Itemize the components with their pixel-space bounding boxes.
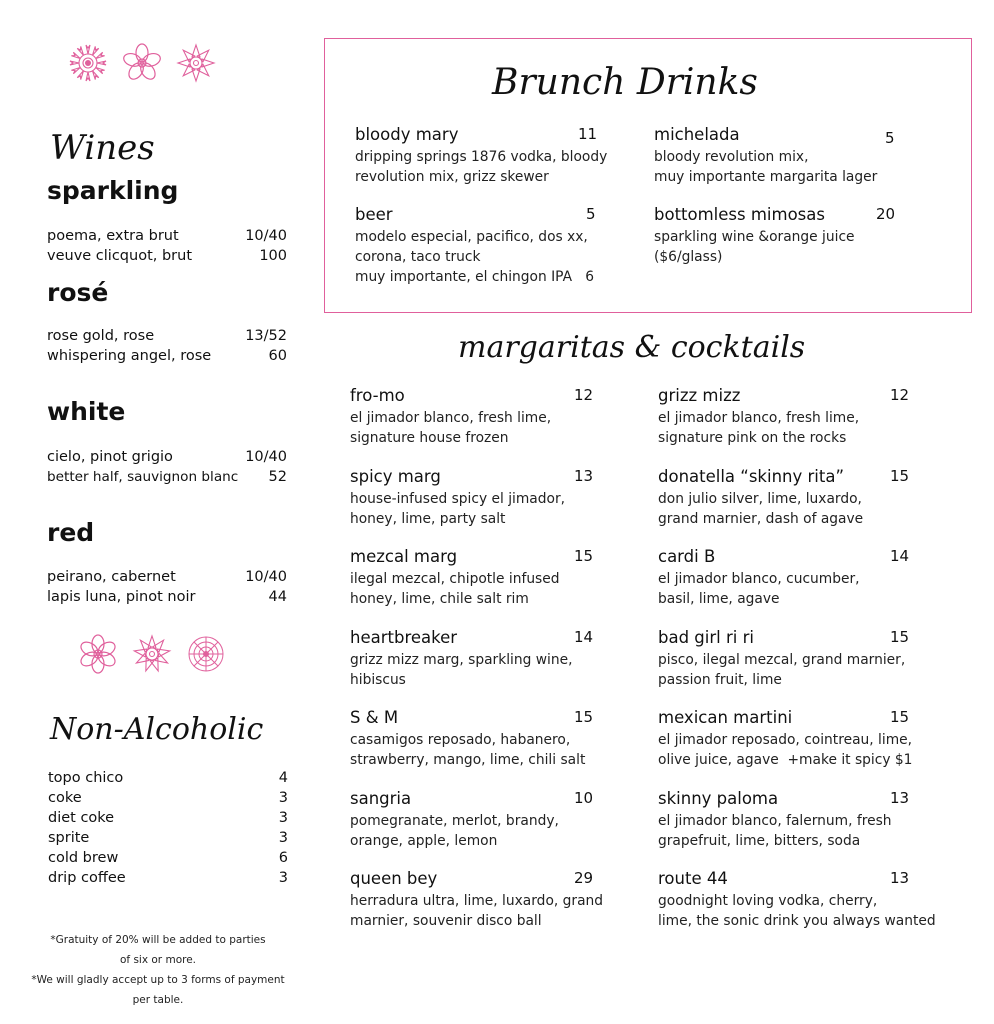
desc-line: lime, the sonic drink you always wanted	[658, 913, 936, 929]
item-name: whispering angel, rose	[47, 348, 212, 364]
red-heading: red	[47, 518, 95, 547]
menu-item	[350, 467, 640, 531]
white-heading: white	[47, 397, 126, 426]
item-description	[658, 811, 892, 851]
item-price: 13	[574, 466, 594, 485]
menu-row	[47, 346, 287, 366]
desc-line: olive juice, agave +make it spicy $1	[658, 752, 913, 768]
desc-line: corona, taco truck	[355, 249, 481, 265]
desc-line: don julio silver, lime, luxardo,	[658, 490, 862, 507]
menu-row	[48, 828, 288, 848]
desc-line: modelo especial, pacifico, dos xx,	[355, 229, 588, 245]
item-description	[658, 650, 905, 690]
item-name: lapis luna, pinot noir	[47, 589, 196, 605]
item-price: 6	[278, 850, 288, 866]
non-alcoholic-title: Non-Alcoholic	[50, 712, 264, 747]
item-description	[658, 489, 863, 529]
menu-row	[47, 587, 287, 607]
menu-item-beer	[355, 205, 600, 289]
item-name: poema, extra brut	[47, 228, 179, 244]
menu-item	[658, 386, 948, 450]
desc-line: grand marnier, dash of agave	[658, 510, 864, 527]
note-line: *We will gladly accept up to 3 forms of payment	[31, 974, 285, 986]
menu-item-michelada	[654, 125, 894, 189]
flower-icon	[176, 43, 216, 83]
menu-row	[47, 567, 287, 587]
item-price: 4	[278, 770, 288, 786]
item-price: 52	[268, 469, 287, 485]
menu-row	[48, 848, 288, 868]
item-name: drip coffee	[48, 870, 126, 886]
flower-icon	[186, 634, 226, 674]
desc-line: pomegranate, merlot, brandy,	[350, 812, 559, 829]
menu-item	[658, 628, 948, 692]
desc-line: muy importante, el chingon IPA 6	[355, 269, 594, 285]
desc-line: grapefruit, lime, bitters, soda	[658, 832, 861, 849]
item-price: 13	[890, 869, 910, 887]
gratuity-note	[18, 930, 298, 1010]
desc-line: el jimador blanco, falernum, fresh	[658, 812, 892, 829]
item-name: diet coke	[48, 810, 115, 826]
flower-icon	[122, 43, 162, 83]
desc-line: el jimador blanco, cucumber,	[658, 571, 860, 587]
non-alcoholic-list	[48, 768, 288, 890]
menu-row	[47, 467, 287, 487]
menu-item	[658, 789, 948, 853]
desc-line: house-infused spicy el jimador,	[350, 490, 566, 507]
menu-item-bloody-mary	[355, 125, 608, 189]
desc-line: casamigos reposado, habanero,	[350, 732, 571, 748]
item-name: veuve clicquot, brut	[47, 248, 193, 264]
desc-line: goodnight loving vodka, cherry,	[658, 893, 878, 909]
menu-row	[48, 808, 288, 828]
desc-line: pisco, ilegal mezcal, grand marnier,	[658, 651, 906, 668]
white-list	[47, 447, 287, 489]
item-name: bloody mary	[355, 125, 459, 144]
menu-row	[47, 447, 287, 467]
item-description	[350, 489, 565, 529]
item-name: sprite	[48, 830, 90, 846]
item-description	[654, 147, 877, 187]
item-price: 11	[578, 125, 598, 143]
desc-line: sparkling wine &orange juice	[654, 229, 855, 245]
item-price: 13	[890, 788, 910, 807]
note-line: per table.	[132, 994, 184, 1006]
item-description	[658, 891, 936, 931]
desc-line: bloody revolution mix,	[654, 149, 809, 165]
item-name: michelada	[654, 125, 740, 144]
desc-line: herradura ultra, lime, luxardo, grand	[350, 893, 604, 909]
item-price: 20	[876, 205, 896, 223]
menu-item	[658, 467, 948, 531]
menu-item-bottomless-mimosas	[654, 205, 899, 269]
item-price: 3	[278, 830, 288, 846]
item-price: 3	[278, 810, 288, 826]
menu-row	[48, 868, 288, 888]
item-price: 15	[890, 466, 910, 485]
item-description	[350, 408, 551, 448]
item-description	[350, 569, 560, 609]
menu-row	[47, 226, 287, 246]
item-name: bottomless mimosas	[654, 205, 825, 224]
desc-line: signature pink on the rocks	[658, 430, 847, 446]
item-name: mexican martini	[658, 708, 793, 727]
item-price: 12	[574, 386, 594, 404]
item-price: 14	[890, 547, 910, 565]
item-price: 44	[268, 589, 287, 605]
item-description	[350, 650, 572, 690]
menu-row	[47, 246, 287, 266]
menu-item	[350, 789, 640, 853]
item-name: topo chico	[48, 770, 124, 786]
item-price: 14	[574, 627, 594, 646]
item-description	[355, 147, 607, 187]
item-price: 15	[574, 708, 594, 726]
item-name: cardi B	[658, 547, 716, 566]
item-description	[658, 569, 860, 609]
desc-line: dripping springs 1876 vodka, bloody	[355, 149, 608, 165]
sparkling-list	[47, 226, 287, 268]
note-line: *Gratuity of 20% will be added to parties	[50, 934, 266, 946]
item-price: 10/40	[245, 228, 287, 244]
menu-item	[658, 547, 948, 611]
item-name: spicy marg	[350, 466, 441, 486]
item-price: 10/40	[245, 569, 287, 585]
item-name: queen bey	[350, 869, 438, 888]
cocktails-title: margaritas & cocktails	[458, 330, 806, 365]
desc-line: grizz mizz marg, sparkling wine,	[350, 651, 573, 668]
rose-list	[47, 326, 287, 368]
brunch-title: Brunch Drinks	[492, 62, 758, 103]
flower-icon	[78, 634, 118, 674]
item-name: S & M	[350, 708, 399, 727]
item-name: route 44	[658, 869, 728, 888]
desc-line: orange, apple, lemon	[350, 832, 498, 849]
menu-row	[48, 788, 288, 808]
desc-line: signature house frozen	[350, 430, 509, 446]
item-name: mezcal marg	[350, 547, 458, 566]
item-price: 13/52	[245, 328, 287, 344]
desc-line: el jimador blanco, fresh lime,	[350, 410, 552, 426]
item-price: 15	[574, 547, 594, 565]
desc-line: hibiscus	[350, 671, 406, 688]
item-name: beer	[355, 205, 393, 224]
item-name: rose gold, rose	[47, 328, 155, 344]
item-price: 10	[574, 788, 594, 807]
desc-line: honey, lime, party salt	[350, 510, 506, 527]
item-description	[355, 227, 594, 287]
desc-line: el jimador blanco, fresh lime,	[658, 410, 860, 426]
menu-item	[350, 547, 640, 611]
desc-line: strawberry, mango, lime, chili salt	[350, 752, 586, 768]
item-name: coke	[48, 790, 82, 806]
menu-item	[350, 869, 640, 933]
desc-line: revolution mix, grizz skewer	[355, 169, 549, 185]
note-line: of six or more.	[119, 954, 196, 966]
menu-item	[350, 708, 640, 772]
item-price: 10/40	[245, 449, 287, 465]
sparkling-heading: sparkling	[47, 176, 179, 205]
menu-item	[658, 708, 948, 772]
item-price: 12	[890, 386, 910, 404]
desc-line: honey, lime, chile salt rim	[350, 591, 529, 607]
menu-row	[47, 326, 287, 346]
item-name: cold brew	[48, 850, 119, 866]
item-description	[654, 227, 855, 267]
item-price: 15	[890, 708, 910, 726]
item-description	[350, 730, 585, 770]
item-name: peirano, cabernet	[47, 569, 176, 585]
item-name: heartbreaker	[350, 627, 458, 647]
item-description	[658, 730, 912, 770]
menu-item	[658, 869, 948, 933]
menu-row	[48, 768, 288, 788]
item-name: donatella “skinny rita”	[658, 466, 844, 486]
item-price: 29	[574, 869, 594, 887]
flower-icon	[68, 43, 108, 83]
desc-line: marnier, souvenir disco ball	[350, 913, 542, 929]
desc-line: ($6/glass)	[654, 249, 723, 265]
desc-line: el jimador reposado, cointreau, lime,	[658, 732, 913, 748]
desc-line: muy importante margarita lager	[654, 169, 878, 185]
item-price: 60	[268, 348, 287, 364]
item-name: cielo, pinot grigio	[47, 449, 173, 465]
desc-line: passion fruit, lime	[658, 671, 782, 688]
item-price: 100	[259, 248, 287, 264]
item-price: 5	[586, 205, 596, 223]
menu-item	[350, 386, 640, 450]
item-name: better half, sauvignon blanc	[47, 469, 239, 485]
item-name: sangria	[350, 788, 412, 808]
item-price: 3	[278, 790, 288, 806]
menu-item	[350, 628, 640, 692]
desc-line: ilegal mezcal, chipotle infused	[350, 571, 560, 587]
item-name: skinny paloma	[658, 788, 779, 808]
flower-icon	[132, 634, 172, 674]
desc-line: basil, lime, agave	[658, 591, 780, 607]
item-price: 3	[278, 870, 288, 886]
item-description	[350, 891, 603, 931]
rose-heading: rosé	[47, 278, 109, 307]
item-name: grizz mizz	[658, 386, 741, 405]
red-list	[47, 567, 287, 609]
item-description	[350, 811, 559, 851]
item-price: 5	[885, 129, 895, 147]
item-name: bad girl ri ri	[658, 627, 754, 647]
item-description	[658, 408, 859, 448]
item-name: fro-mo	[350, 386, 405, 405]
item-price: 15	[890, 627, 910, 646]
wines-title: Wines	[50, 128, 155, 168]
